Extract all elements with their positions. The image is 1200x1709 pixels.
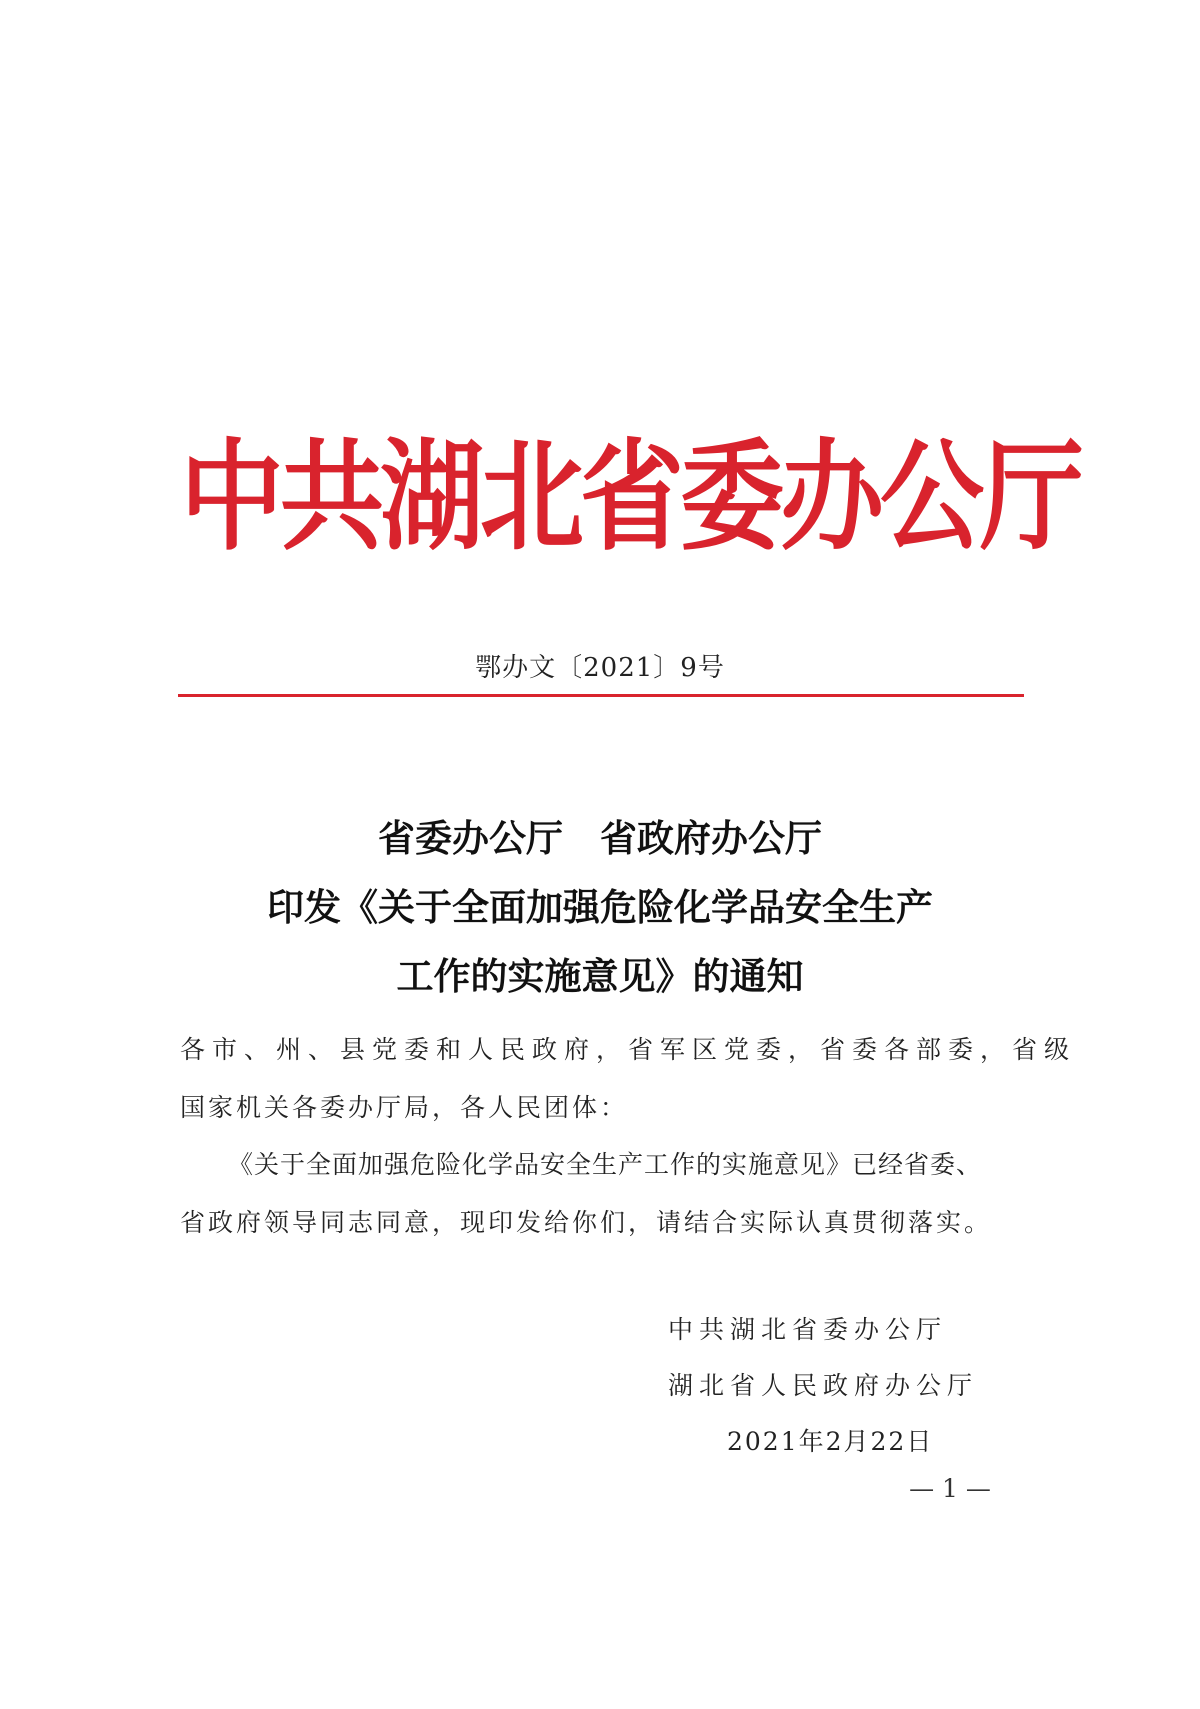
- page-number: — 1 —: [909, 1474, 991, 1503]
- masthead-title: 中共湖北省委办公厅: [180, 426, 1081, 567]
- recipients-line-1: 各市、州、县党委和人民政府，省军区党委，省委各部委，省级: [180, 1035, 1077, 1064]
- notice-title-line-3: 工作的实施意见》的通知: [396, 955, 804, 998]
- signature-org-2: 湖北省人民政府办公厅: [668, 1371, 979, 1400]
- document-number: 鄂办文〔2021〕9号: [475, 653, 725, 683]
- recipients-line-2: 国家机关各委办厅局，各人民团体：: [180, 1093, 629, 1122]
- notice-title-line-1: 省委办公厅 省政府办公厅: [378, 817, 822, 860]
- red-divider-line: [178, 694, 1024, 697]
- signature-org-1: 中共湖北省委办公厅: [668, 1315, 948, 1344]
- notice-title-line-2: 印发《关于全面加强危险化学品安全生产: [267, 886, 933, 929]
- signature-date: 2021年2月22日: [727, 1427, 934, 1456]
- body-paragraph-line-1: 《关于全面加强危险化学品安全生产工作的实施意见》已经省委、: [228, 1150, 983, 1179]
- body-paragraph-line-2: 省政府领导同志同意，现印发给你们，请结合实际认真贯彻落实。: [180, 1208, 993, 1237]
